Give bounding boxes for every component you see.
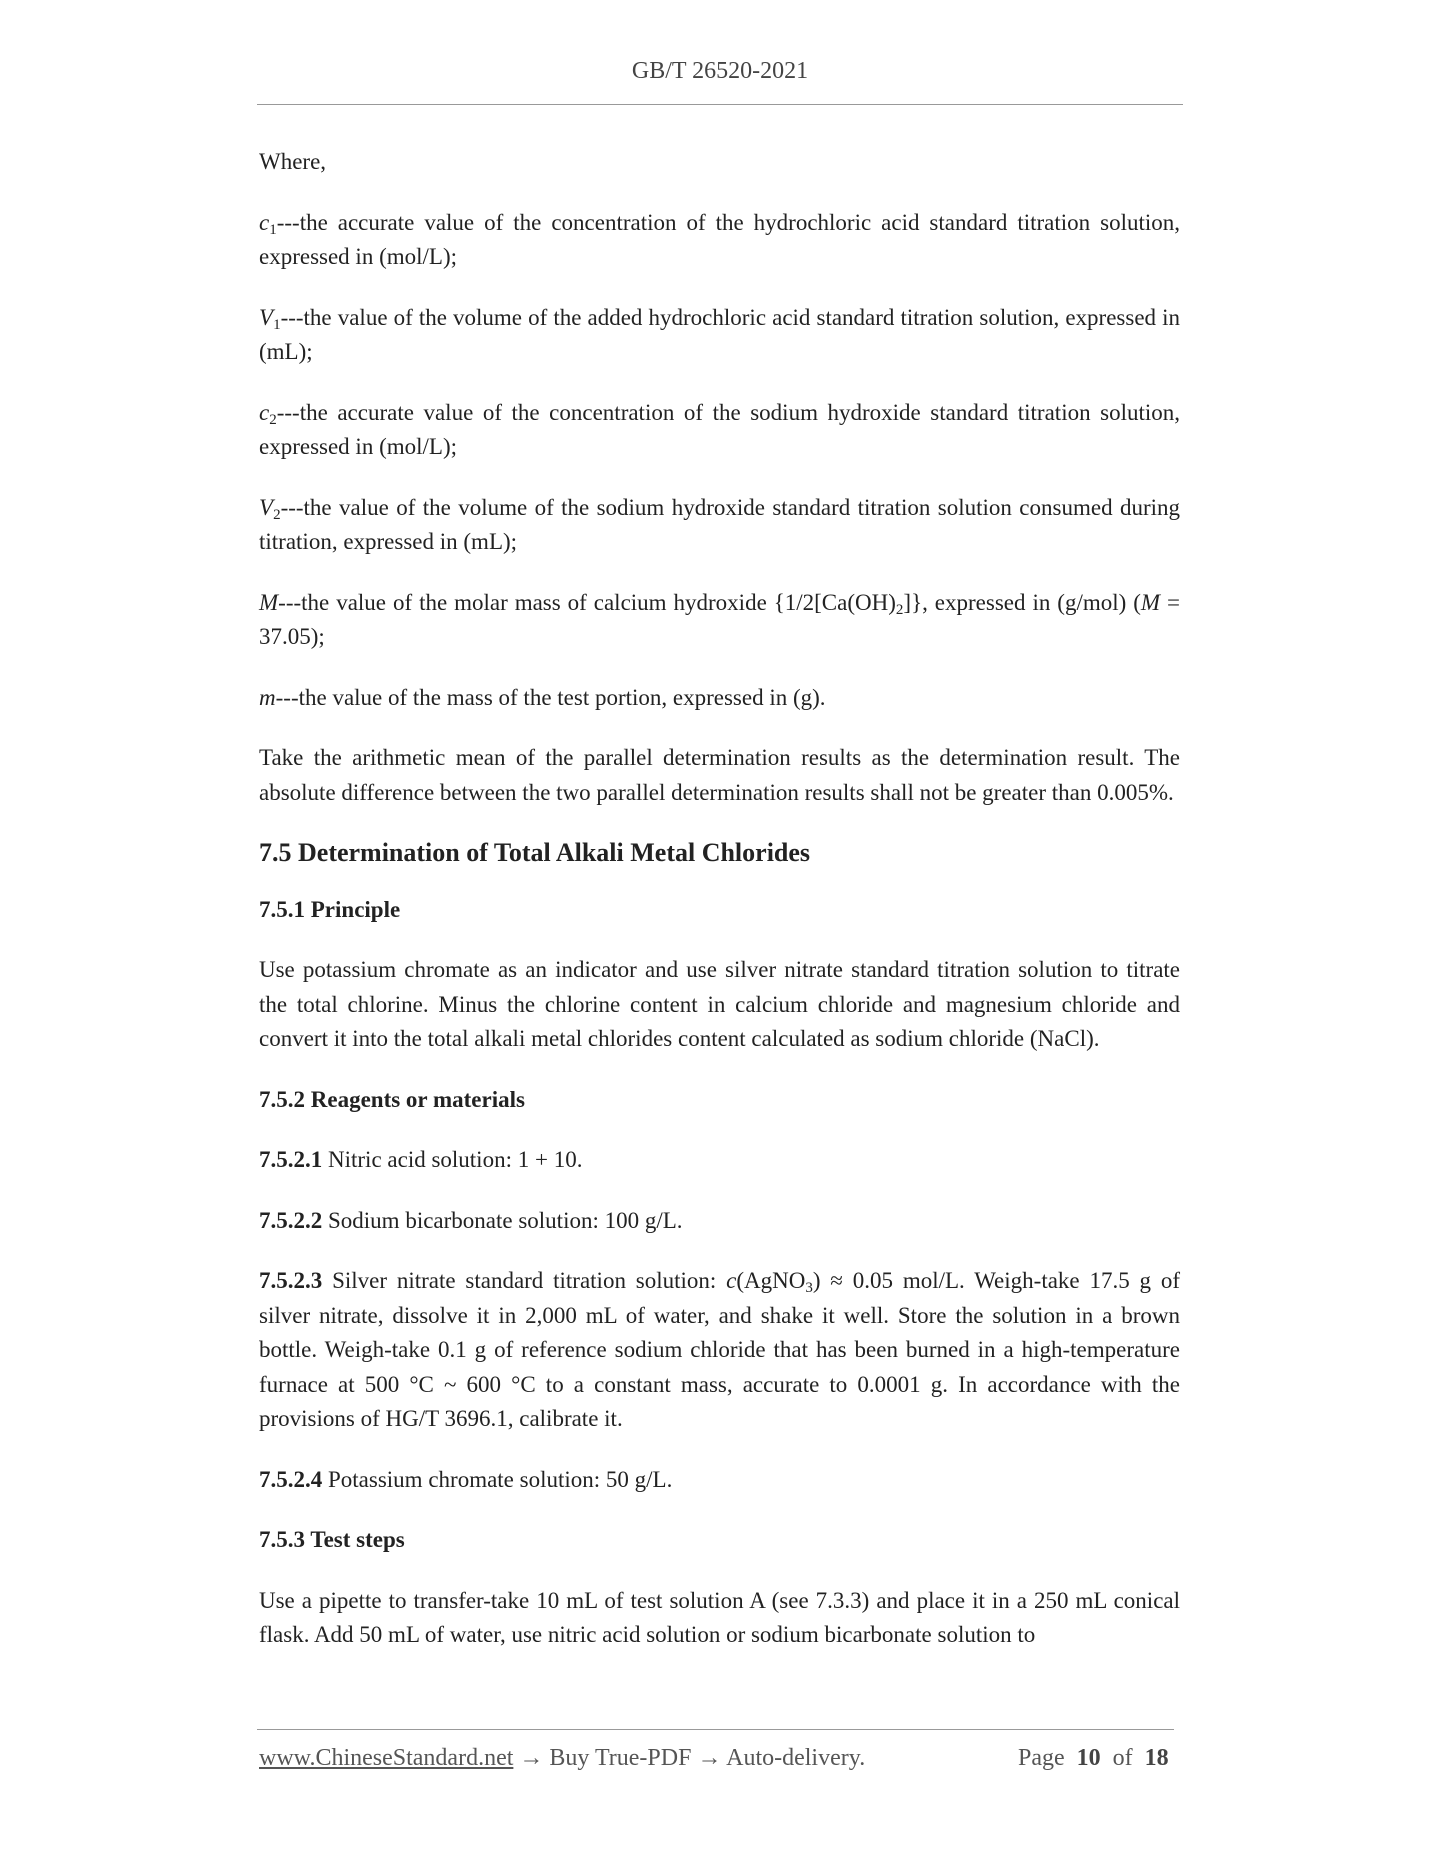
variable-symbol: c [726, 1268, 737, 1293]
reagent-item [259, 1143, 1180, 1178]
variable-definition-c2 [259, 396, 1180, 465]
section-heading: 7.5 Determination of Total Alkali Metal Chlorides [259, 838, 811, 867]
footer-promo-text: → Buy True-PDF → Auto-delivery. [513, 1745, 866, 1771]
mean-paragraph: Take the arithmetic mean of the parallel determination results as the determination result. The absolute difference between the two parallel determination results shall not be greater than 0.005%. [259, 745, 1180, 805]
variable-text: ---the accurate value of the concentration of the hydrochloric acid standard titration solution, expressed in (mol/L); [259, 209, 1180, 269]
footer-promo [259, 1745, 865, 1772]
variable-definition-mass [259, 681, 1180, 716]
reagent-text: Nitric acid solution: 1 + 10. [322, 1147, 583, 1172]
variable-symbol: M [259, 589, 279, 615]
principle-paragraph: Use potassium chromate as an indicator and use silver nitrate standard titration solution to titrate the total chlorine. Minus the chlorine content in calcium chloride and magnesium chloride and convert it into the total alkali metal chlorides content calculated as sodium chloride (NaCl). [259, 957, 1180, 1051]
document-body [259, 145, 1180, 1679]
variable-text: ]}, expressed in (g/mol) ( [903, 589, 1141, 615]
reagent-number: 7.5.2.4 [259, 1466, 323, 1492]
test-steps-paragraph: Use a pipette to transfer-take 10 mL of test solution A (see 7.3.3) and place it in a 250 mL conical flask. Add 50 mL of water, use nitric acid solution or sodium bicarbonate solution to [259, 1587, 1180, 1647]
variable-symbol: c [259, 399, 270, 425]
variable-subscript: 3 [805, 1280, 813, 1296]
page-number [1018, 1745, 1169, 1772]
where-label: Where, [259, 149, 327, 174]
total-pages: 18 [1144, 1745, 1169, 1771]
subsection-heading-test-steps: 7.5.3 Test steps [259, 1527, 405, 1552]
page-header-title: GB/T 26520-2021 [631, 58, 809, 84]
reagent-text: Sodium bicarbonate solution: 100 g/L. [322, 1207, 683, 1233]
variable-subscript: 2 [895, 601, 904, 618]
reagent-item [259, 1204, 1180, 1239]
variable-definition-v1 [259, 301, 1180, 370]
variable-definition-molar-mass [259, 586, 1180, 655]
reagent-text: Silver nitrate standard titration solution: [322, 1268, 727, 1293]
variable-symbol: M [1140, 589, 1161, 615]
variable-text: ---the value of the volume of the added hydrochloric acid standard titration solution, expressed in (mL); [259, 304, 1180, 364]
current-page: 10 [1076, 1745, 1101, 1771]
of-word: of [1112, 1745, 1133, 1771]
reagent-text: ) ≈ 0.05 mol/L. Weigh-take 17.5 g of silver nitrate, dissolve it in 2,000 mL of water, and shake it well. Store the solution in a brown bottle. Weigh-take 0.1 g of reference sodium chloride that has been burned in a high-temperature furnace at 500 °C ~ 600 °C to a constant mass, accurate to 0.0001 g. In accordance with the provisions of HG/T 3696.1, calibrate it. [259, 1268, 1180, 1431]
variable-symbol: V [259, 304, 274, 330]
reagent-text: Potassium chromate solution: 50 g/L. [322, 1466, 673, 1492]
variable-definition-c1 [259, 206, 1180, 275]
variable-text: ---the value of the molar mass of calcium hydroxide {1/2[Ca(OH) [278, 589, 896, 615]
variable-symbol: V [259, 494, 274, 520]
variable-text: = 37.05); [259, 589, 1180, 649]
page-word: Page [1018, 1745, 1065, 1771]
footer-divider [257, 1729, 1174, 1730]
subsection-heading-principle: 7.5.1 Principle [259, 896, 401, 922]
variable-definition-v2 [259, 491, 1180, 560]
variable-subscript: 2 [269, 411, 277, 428]
variable-subscript: 1 [273, 316, 281, 333]
reagent-number: 7.5.2.1 [259, 1147, 323, 1172]
variable-text: ---the accurate value of the concentration of the sodium hydroxide standard titration solution, expressed in (mol/L); [259, 399, 1180, 459]
variable-subscript: 2 [273, 506, 281, 523]
variable-text: ---the value of the mass of the test portion, expressed in (g). [275, 684, 826, 710]
variable-symbol: m [259, 684, 276, 710]
subsection-heading-reagents: 7.5.2 Reagents or materials [259, 1086, 525, 1112]
reagent-text: (AgNO [736, 1268, 806, 1293]
reagent-item-silver-nitrate [259, 1264, 1180, 1437]
reagent-number: 7.5.2.2 [259, 1207, 323, 1233]
reagent-number: 7.5.2.3 [259, 1268, 323, 1293]
variable-symbol: c [259, 209, 270, 235]
variable-text: ---the value of the volume of the sodium hydroxide standard titration solution consumed during titration, expressed in (mL); [259, 494, 1180, 554]
website-link[interactable]: www.ChineseStandard.net [259, 1745, 514, 1771]
variable-subscript: 1 [269, 221, 277, 238]
reagent-item [259, 1463, 1180, 1498]
header-divider [257, 104, 1183, 105]
